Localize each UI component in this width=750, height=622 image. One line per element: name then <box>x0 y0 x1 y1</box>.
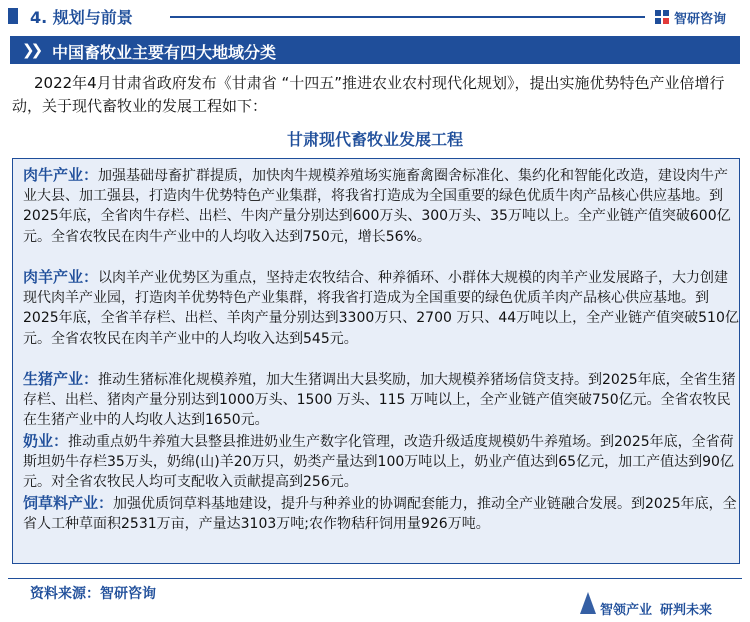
content-box <box>12 158 740 564</box>
banner-title: 中国畜牧业主要有四大地域分类 <box>52 43 277 62</box>
item-label: 生猪产业： <box>23 370 99 388</box>
section-title: 4. 规划与前景 <box>30 8 133 27</box>
chevron-right-icon: ❯❯ <box>22 41 40 59</box>
header-divider <box>170 16 645 18</box>
item-text: 加强基础母畜扩群提质，加快肉牛规模养殖场实施畜禽圈舍标准化、集约化和智能化改造，建设肉牛产业大县、加工强县，打造肉牛优势特色产业集群，将我省打造成为全国重要的绿色优质牛肉产品核心供应基地。到2025年底，全省肉牛存栏、出栏、牛肉产量分别达到600万头、300万头、35万吨以上。全产业链产值突破600亿元。全省农牧民在肉牛产业中的人均收入达到750元，增长56%。 <box>23 168 731 245</box>
triangle-decoration-icon <box>580 592 596 614</box>
logo <box>655 7 726 27</box>
item-feed <box>23 493 739 534</box>
slogan-part1: 智领产业 <box>600 603 653 618</box>
logo-icon <box>655 10 670 25</box>
item-label: 饲草料产业： <box>23 494 114 512</box>
item-text: 推动生猪标准化规模养殖，加大生猪调出大县奖励，加大规模养猪场信贷支持。到2025年底，全省生猪存栏、出栏、猪肉产量分别达到1000万头、1500 万头、115 万吨以上，全产业链产值突破750亿元。全省农牧民在生猪产业中的人均收人达到1650元。 <box>23 372 736 429</box>
item-dairy <box>23 431 739 493</box>
item-mutton <box>23 267 739 349</box>
box-title: 甘肃现代畜牧业发展工程 <box>286 130 463 149</box>
item-text: 加强优质饲草料基地建设，提升与种养业的协调配套能力，推动全产业链融合发展。到2025年底，全省人工种草面积2531万亩，产量达3103万吨;农作物秸秆饲用量926万吨。 <box>23 496 737 533</box>
item-text: 推动重点奶牛养殖大县整县推进奶业生产数字化管理，改造升级适度规模奶牛养殖场。到2025年底，全省荷斯坦奶牛存栏35万头，奶绵(山)羊20万只，奶类产量达到100万吨以上，奶业产值达到65亿元，加工产值达到90亿元。对全省农牧民人均可支配收入贡献提高到256元。 <box>23 434 734 491</box>
intro-paragraph: 2022年4月甘肃省政府发布《甘肃省 “十四五”推进农业农村现代化规划》，提出实施优势特色产业倍增行动，关于现代畜牧业的发展工程如下： <box>12 74 725 115</box>
item-beef <box>23 165 739 247</box>
item-text: 以肉羊产业优势区为重点，坚持走农牧结合、种养循环、小群体大规模的肉羊产业发展路子，大力创建现代肉羊产业园，打造肉羊优势特色产业集群，将我省打造成为全国重要的绿色优质羊肉产品核心供应基地。到2025年底，全省羊存栏、出栏、羊肉产量分别达到3300万只、2700 万只、44万吨以上，全产业链产值突破510亿元。全省农牧民在肉羊产业中的人均收入达到545元。 <box>23 270 739 347</box>
item-label: 肉羊产业： <box>23 268 99 286</box>
footer-divider <box>8 578 742 579</box>
section-marker <box>8 8 18 24</box>
item-label: 肉牛产业： <box>23 166 99 184</box>
source-note: 资料来源：智研咨询 <box>30 586 156 602</box>
logo-text: 智研咨询 <box>674 11 727 27</box>
top-bar <box>0 0 750 34</box>
slogan-part2: 研判未来 <box>660 603 713 618</box>
item-label: 奶业： <box>23 432 69 450</box>
item-pig <box>23 369 739 431</box>
footer-slogan <box>598 599 712 618</box>
banner <box>10 36 740 64</box>
